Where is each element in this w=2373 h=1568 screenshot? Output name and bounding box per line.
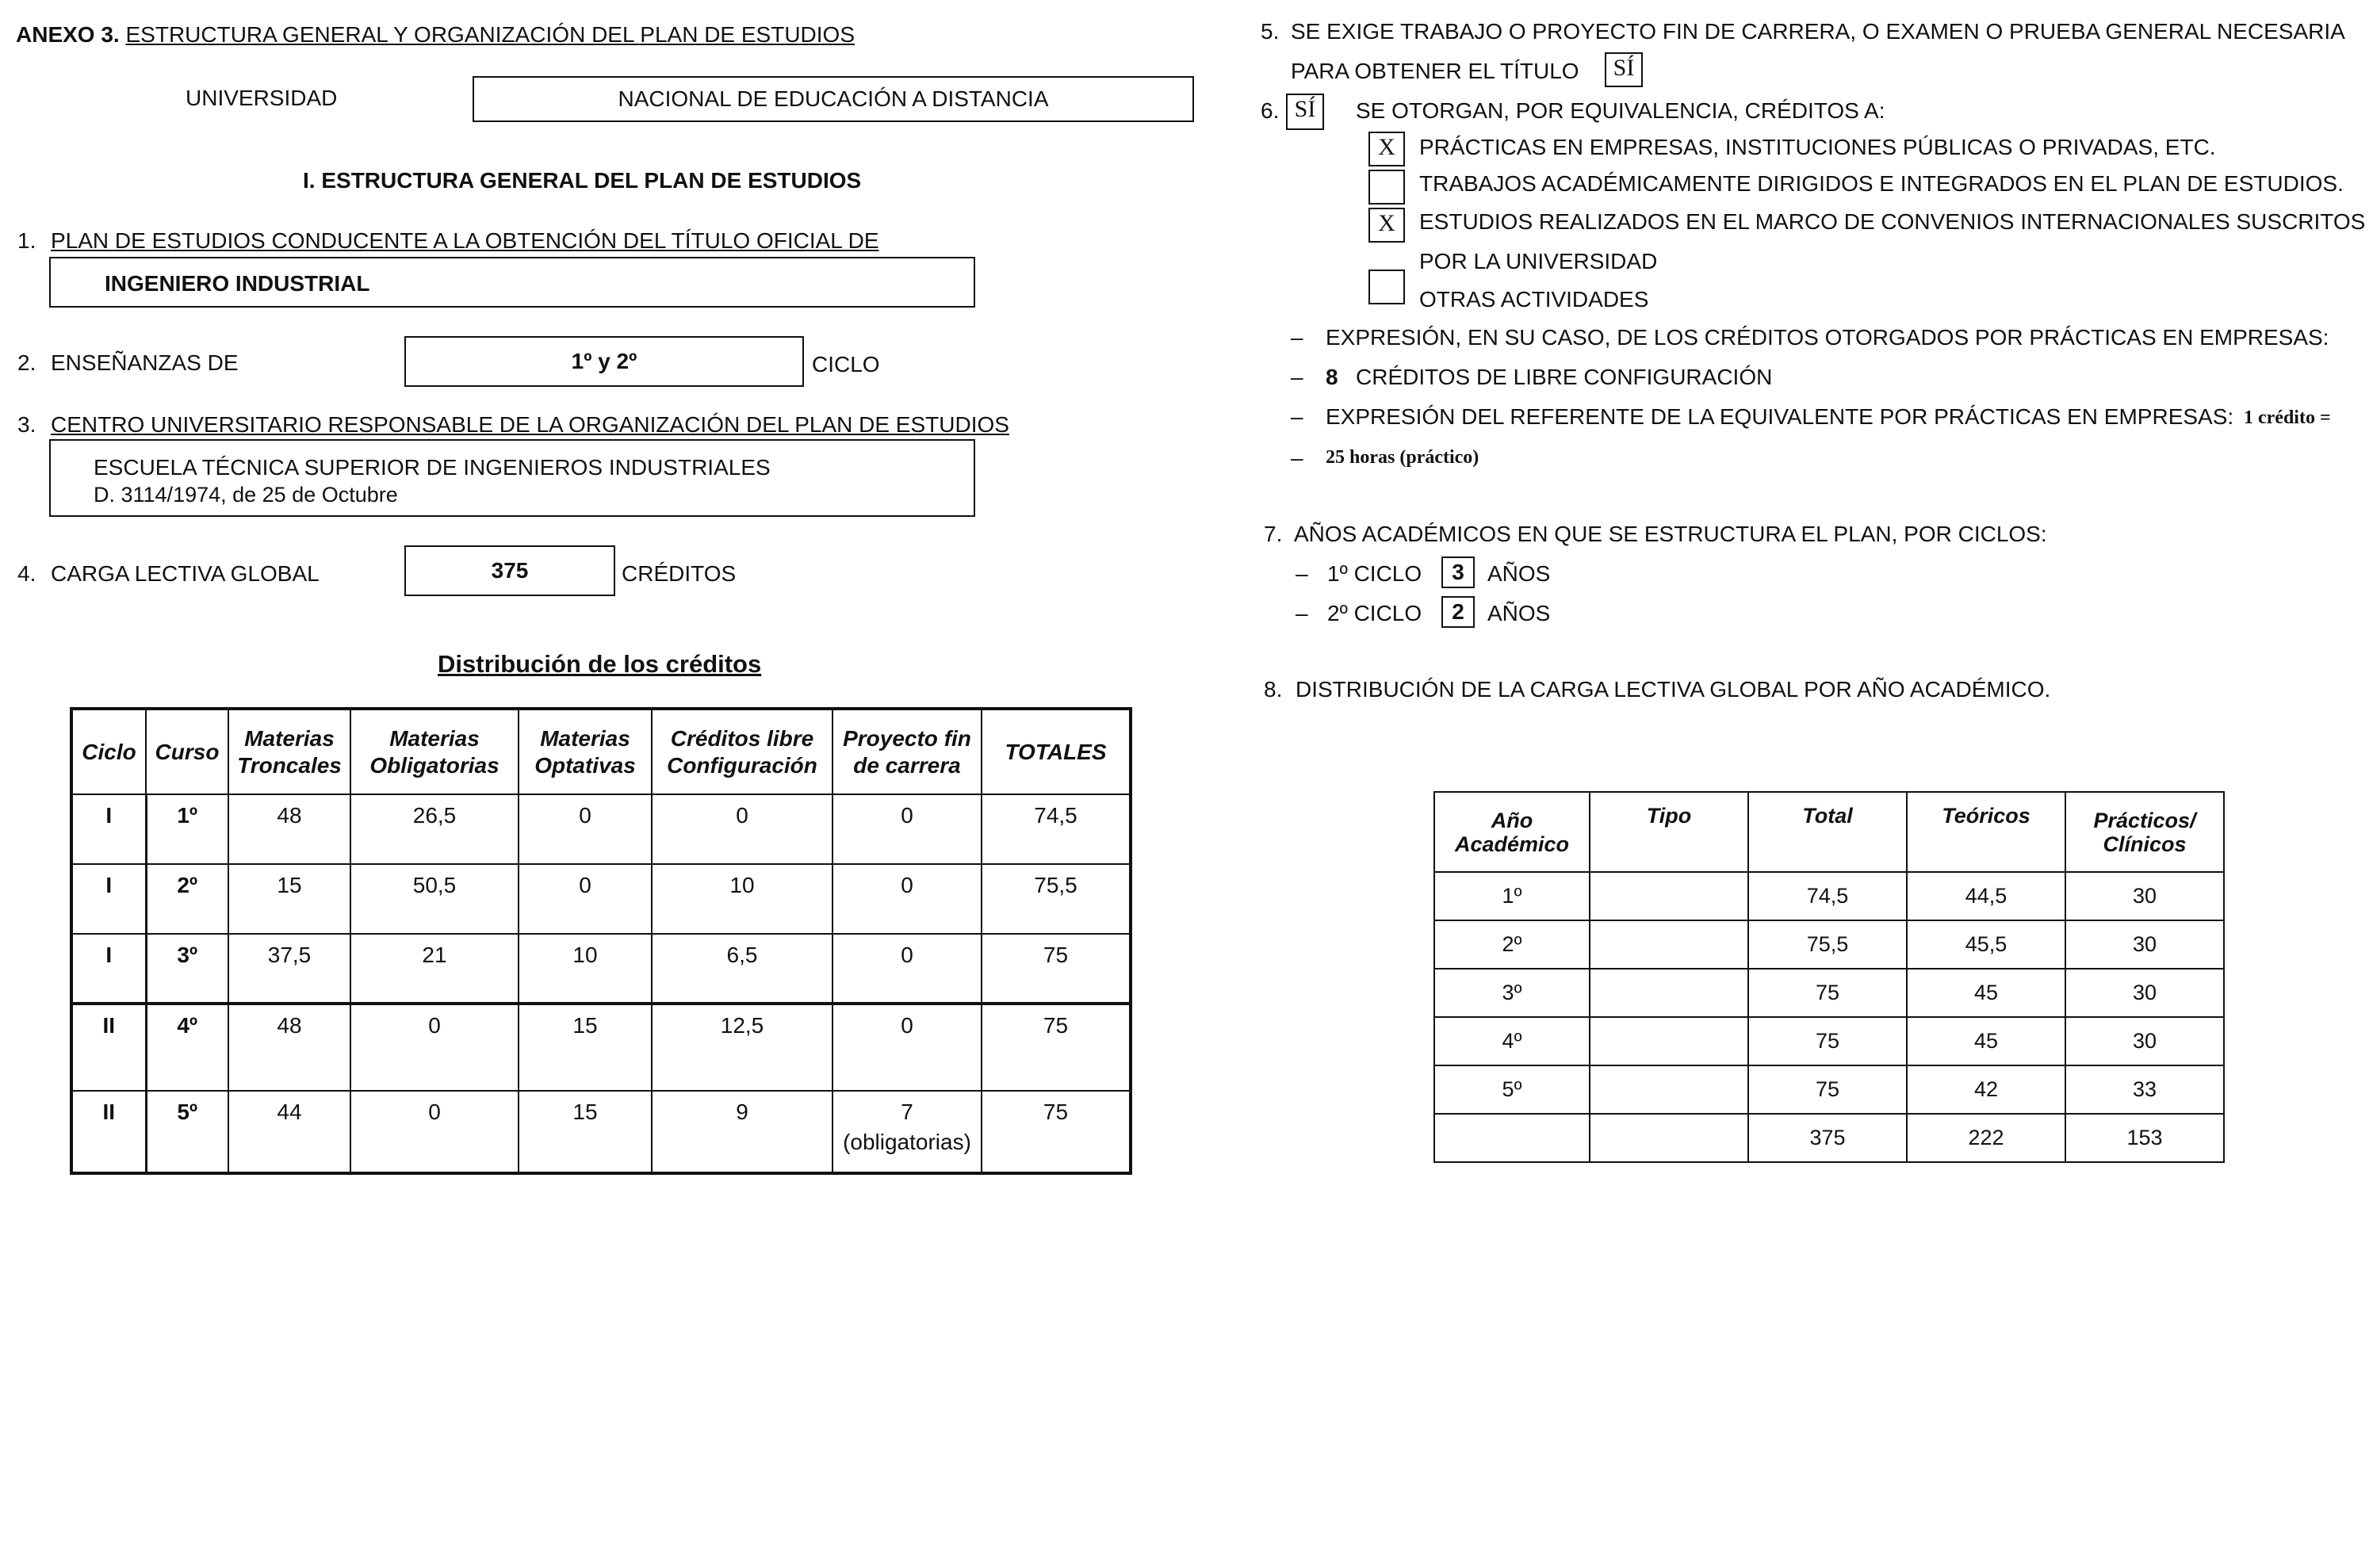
item7-number: 7. xyxy=(1264,522,1283,546)
cell-ciclo: II xyxy=(71,1091,146,1173)
col-header: Créditos libre Configuración xyxy=(652,709,832,794)
university-box xyxy=(473,76,1194,122)
col-header: TOTALES xyxy=(982,709,1131,794)
cycle2-value: 2 xyxy=(1452,599,1464,624)
cell-practicos: 30 xyxy=(2065,969,2224,1017)
option-mark: X xyxy=(1378,210,1395,236)
option-checkbox[interactable] xyxy=(1368,208,1405,243)
col-header: Año Académico xyxy=(1434,792,1590,872)
cell-practicos: 153 xyxy=(2065,1114,2224,1162)
cell-proyecto: 0 xyxy=(832,864,982,934)
cell-year: 3º xyxy=(1434,969,1590,1017)
item4-value: 375 xyxy=(491,558,529,583)
table-row xyxy=(1434,1065,2224,1114)
col-header: Curso xyxy=(146,709,228,794)
item5-number: 5. xyxy=(1261,19,1280,44)
cell-troncales: 48 xyxy=(228,1004,350,1091)
cell-teoricos: 42 xyxy=(1907,1065,2065,1114)
cell-troncales: 37,5 xyxy=(228,934,350,1004)
cell-proyecto: 0 xyxy=(832,794,982,864)
item5-line1: SE EXIGE TRABAJO O PROYECTO FIN DE CARRERA, O EXAMEN O PRUEBA GENERAL NECESARIA xyxy=(1291,19,2345,44)
cell-curso: 5º xyxy=(146,1091,228,1173)
cycle2-years: AÑOS xyxy=(1487,601,1551,625)
cell-ciclo: II xyxy=(71,1004,146,1091)
item3-line2: D. 3114/1974, de 25 de Octubre xyxy=(94,483,398,507)
annex-label: ANEXO 3. xyxy=(16,22,120,47)
cell-ciclo: I xyxy=(71,934,146,1004)
item4-number: 4. xyxy=(17,561,36,586)
cell-teoricos: 45 xyxy=(1907,1017,2065,1065)
cell-obligatorias: 21 xyxy=(350,934,519,1004)
cell-total: 75,5 xyxy=(1748,920,1907,969)
cell-troncales: 48 xyxy=(228,794,350,864)
table-row xyxy=(1434,872,2224,920)
item3-label: CENTRO UNIVERSITARIO RESPONSABLE DE LA ORGANIZACIÓN DEL PLAN DE ESTUDIOS xyxy=(51,412,1009,437)
cell-proyecto xyxy=(832,1091,982,1173)
item5-answer-box xyxy=(1605,52,1643,87)
bullet3-value: 1 crédito = xyxy=(2244,407,2331,428)
cell-total: 75 xyxy=(1748,1017,1907,1065)
cell-libre: 10 xyxy=(652,864,832,934)
col-header: Ciclo xyxy=(71,709,146,794)
cell-teoricos: 45 xyxy=(1907,969,2065,1017)
cell-practicos: 30 xyxy=(2065,872,2224,920)
cell-curso: 1º xyxy=(146,794,228,864)
cell-year: 1º xyxy=(1434,872,1590,920)
table-row xyxy=(1434,1017,2224,1065)
cycle1-years: AÑOS xyxy=(1487,561,1551,586)
bullet1-text: EXPRESIÓN, EN SU CASO, DE LOS CRÉDITOS OTORGADOS POR PRÁCTICAS EN EMPRESAS: xyxy=(1326,325,2329,350)
cell-total: 75 xyxy=(1748,1065,1907,1114)
item2-number: 2. xyxy=(17,350,36,375)
cell-ciclo: I xyxy=(71,864,146,934)
cell-optativas: 0 xyxy=(519,864,652,934)
bullet-dash: – xyxy=(1296,601,1308,625)
cell-tipo xyxy=(1590,969,1748,1017)
university-value: NACIONAL DE EDUCACIÓN A DISTANCIA xyxy=(618,86,1049,111)
bullet-dash: – xyxy=(1291,365,1303,389)
bullet-dash: – xyxy=(1291,404,1303,429)
cell-year xyxy=(1434,1114,1590,1162)
cell-optativas: 15 xyxy=(519,1004,652,1091)
item4-suffix: CRÉDITOS xyxy=(622,561,737,586)
cell-tipo xyxy=(1590,1065,1748,1114)
option-checkbox[interactable] xyxy=(1368,132,1405,166)
bullet-dash: – xyxy=(1291,446,1303,470)
item6-answer-box xyxy=(1286,94,1324,130)
item6-label: SE OTORGAN, POR EQUIVALENCIA, CRÉDITOS A: xyxy=(1356,98,1885,123)
table-row xyxy=(1434,920,2224,969)
cell-year: 4º xyxy=(1434,1017,1590,1065)
proyecto-note: (obligatorias) xyxy=(843,1130,971,1154)
table-row xyxy=(71,1004,1131,1091)
col-header: Prácticos/ Clínicos xyxy=(2065,792,2224,872)
cell-optativas: 10 xyxy=(519,934,652,1004)
item2-suffix: CICLO xyxy=(812,352,880,377)
annex-title: ESTRUCTURA GENERAL Y ORGANIZACIÓN DEL PLAN DE ESTUDIOS xyxy=(125,22,855,47)
cell-totales: 75 xyxy=(982,934,1131,1004)
cell-libre: 0 xyxy=(652,794,832,864)
cell-curso: 3º xyxy=(146,934,228,1004)
cell-obligatorias: 26,5 xyxy=(350,794,519,864)
cell-troncales: 44 xyxy=(228,1091,350,1173)
distribution-title: Distribución de los créditos xyxy=(438,650,762,678)
cell-teoricos: 45,5 xyxy=(1907,920,2065,969)
cell-optativas: 15 xyxy=(519,1091,652,1173)
item8-number: 8. xyxy=(1264,677,1283,702)
table-row-total xyxy=(1434,1114,2224,1162)
cell-ciclo: I xyxy=(71,794,146,864)
cycle1-label: 1º CICLO xyxy=(1327,561,1422,586)
bullet4-text: 25 horas (práctico) xyxy=(1326,447,1479,468)
item3-line1: ESCUELA TÉCNICA SUPERIOR DE INGENIEROS INDUSTRIALES xyxy=(94,455,771,480)
col-header: Tipo xyxy=(1590,792,1748,872)
cell-year: 5º xyxy=(1434,1065,1590,1114)
bullet2-label: CRÉDITOS DE LIBRE CONFIGURACIÓN xyxy=(1356,365,1773,389)
cycle2-label: 2º CICLO xyxy=(1327,601,1422,625)
col-header: Materias Obligatorias xyxy=(350,709,519,794)
cell-tipo xyxy=(1590,1114,1748,1162)
item6-answer: SÍ xyxy=(1294,96,1316,122)
cell-total: 75 xyxy=(1748,969,1907,1017)
cell-libre: 12,5 xyxy=(652,1004,832,1091)
option-label: TRABAJOS ACADÉMICAMENTE DIRIGIDOS E INTEGRADOS EN EL PLAN DE ESTUDIOS. xyxy=(1419,171,2344,196)
item5-answer: SÍ xyxy=(1613,55,1635,81)
col-header: Total xyxy=(1748,792,1907,872)
item1-value: INGENIERO INDUSTRIAL xyxy=(105,271,370,296)
cell-curso: 2º xyxy=(146,864,228,934)
option-label: OTRAS ACTIVIDADES xyxy=(1419,287,1649,312)
cycle2-box xyxy=(1441,596,1475,628)
item2-value: 1º y 2º xyxy=(571,349,637,373)
cell-obligatorias: 50,5 xyxy=(350,864,519,934)
item3-number: 3. xyxy=(17,412,36,437)
cell-troncales: 15 xyxy=(228,864,350,934)
table-row xyxy=(71,864,1131,934)
item1-label: PLAN DE ESTUDIOS CONDUCENTE A LA OBTENCIÓN DEL TÍTULO OFICIAL DE xyxy=(51,228,879,253)
cell-proyecto: 0 xyxy=(832,1004,982,1091)
cell-tipo xyxy=(1590,920,1748,969)
option-checkbox[interactable] xyxy=(1368,270,1405,304)
table-row xyxy=(71,934,1131,1004)
cell-proyecto: 0 xyxy=(832,934,982,1004)
cell-obligatorias: 0 xyxy=(350,1091,519,1173)
credits-distribution-table xyxy=(70,707,1132,1175)
cell-totales: 75 xyxy=(982,1004,1131,1091)
item2-label: ENSEÑANZAS DE xyxy=(51,350,239,375)
item4-box xyxy=(404,545,615,596)
col-header: Materias Optativas xyxy=(519,709,652,794)
col-header: Teóricos xyxy=(1907,792,2065,872)
option-mark: X xyxy=(1378,134,1395,160)
item1-number: 1. xyxy=(17,228,36,253)
cell-total: 375 xyxy=(1748,1114,1907,1162)
option-label-continued: POR LA UNIVERSIDAD xyxy=(1419,249,1658,273)
cell-practicos: 30 xyxy=(2065,1017,2224,1065)
table-row xyxy=(1434,969,2224,1017)
item7-label: AÑOS ACADÉMICOS EN QUE SE ESTRUCTURA EL PLAN, POR CICLOS: xyxy=(1294,522,2047,546)
item6-number: 6. xyxy=(1261,98,1280,123)
table-header-row xyxy=(1434,792,2224,872)
cell-curso: 4º xyxy=(146,1004,228,1091)
cell-teoricos: 44,5 xyxy=(1907,872,2065,920)
cell-year: 2º xyxy=(1434,920,1590,969)
table-header-row xyxy=(71,709,1131,794)
cell-practicos: 33 xyxy=(2065,1065,2224,1114)
cell-optativas: 0 xyxy=(519,794,652,864)
proyecto-value: 7 xyxy=(901,1100,913,1124)
cell-obligatorias: 0 xyxy=(350,1004,519,1091)
year-distribution-table xyxy=(1433,791,2225,1163)
cell-tipo xyxy=(1590,872,1748,920)
bullet-dash: – xyxy=(1296,561,1308,586)
bullet-dash: – xyxy=(1291,325,1303,350)
cell-totales: 74,5 xyxy=(982,794,1131,864)
item4-label: CARGA LECTIVA GLOBAL xyxy=(51,561,320,586)
section-title: I. ESTRUCTURA GENERAL DEL PLAN DE ESTUDIOS xyxy=(303,168,862,193)
cell-teoricos: 222 xyxy=(1907,1114,2065,1162)
item3-box xyxy=(49,439,975,517)
option-checkbox[interactable] xyxy=(1368,170,1405,205)
cell-tipo xyxy=(1590,1017,1748,1065)
table-row xyxy=(71,1091,1131,1173)
cycle1-box xyxy=(1441,556,1475,588)
item1-box xyxy=(49,257,975,308)
cell-total: 74,5 xyxy=(1748,872,1907,920)
option-label: ESTUDIOS REALIZADOS EN EL MARCO DE CONVENIOS INTERNACIONALES SUSCRITOS xyxy=(1419,209,2366,234)
cell-totales: 75,5 xyxy=(982,864,1131,934)
bullet3-text: EXPRESIÓN DEL REFERENTE DE LA EQUIVALENTE POR PRÁCTICAS EN EMPRESAS: xyxy=(1326,404,2234,429)
col-header: Materias Troncales xyxy=(228,709,350,794)
cell-libre: 6,5 xyxy=(652,934,832,1004)
col-header: Proyecto fin de carrera xyxy=(832,709,982,794)
cell-totales: 75 xyxy=(982,1091,1131,1173)
item8-label: DISTRIBUCIÓN DE LA CARGA LECTIVA GLOBAL POR AÑO ACADÉMICO. xyxy=(1296,677,2051,702)
cycle1-value: 3 xyxy=(1452,560,1464,584)
option-label: PRÁCTICAS EN EMPRESAS, INSTITUCIONES PÚBLICAS O PRIVADAS, ETC. xyxy=(1419,135,2216,159)
cell-practicos: 30 xyxy=(2065,920,2224,969)
item5-line2: PARA OBTENER EL TÍTULO xyxy=(1291,59,1579,83)
table-row xyxy=(71,794,1131,864)
cell-libre: 9 xyxy=(652,1091,832,1173)
item2-box xyxy=(404,336,804,387)
bullet2-value: 8 xyxy=(1326,365,1338,389)
annex-heading xyxy=(16,22,855,48)
university-label: UNIVERSIDAD xyxy=(186,86,338,110)
